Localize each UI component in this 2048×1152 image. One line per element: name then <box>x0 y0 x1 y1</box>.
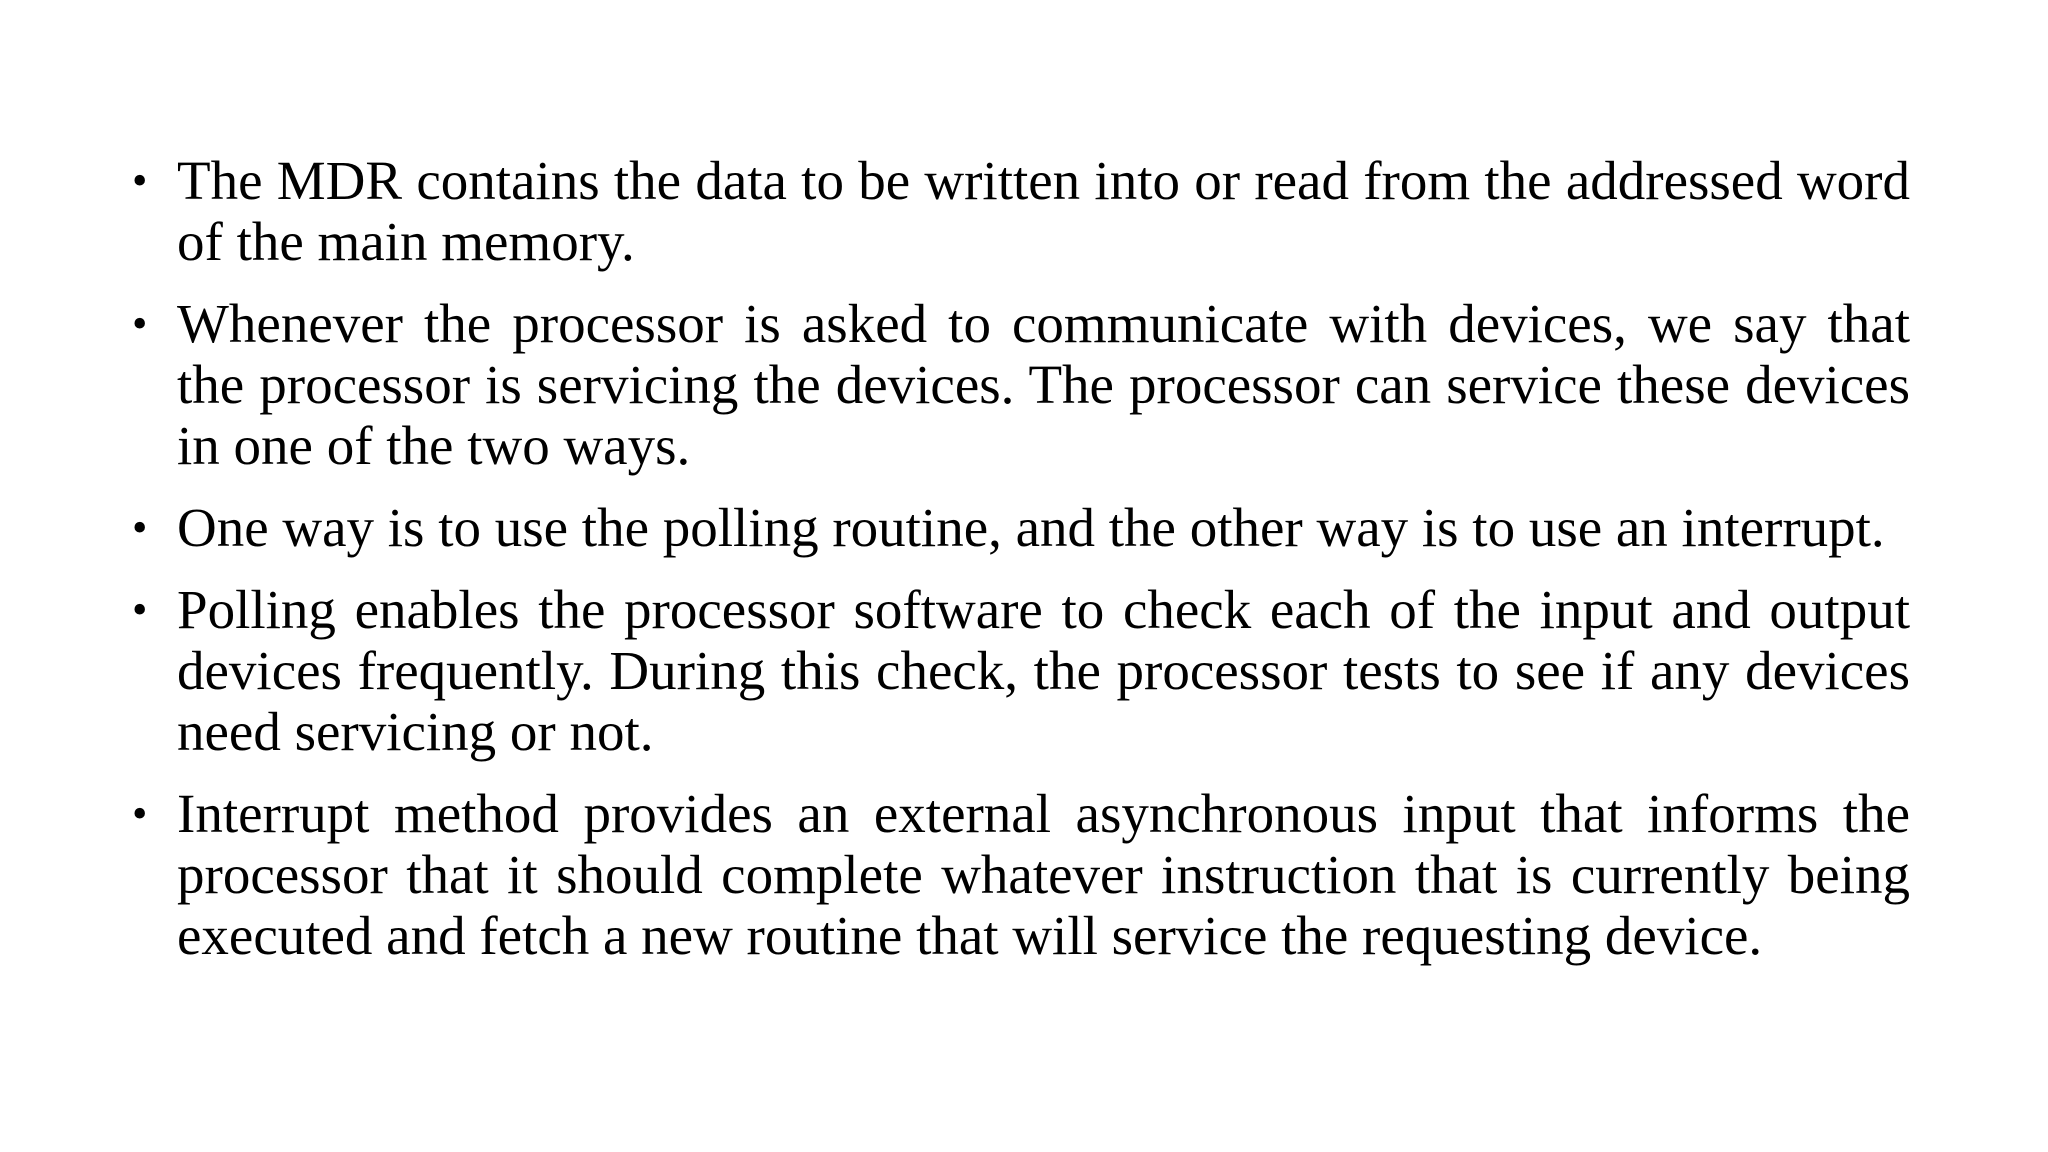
bullet-text: Polling enables the processor software to check each of the input and output devices frequently. During this check, the processor tests to see if any devices need servicing or not. <box>177 579 1910 762</box>
bullet-dot-icon: • <box>132 156 148 205</box>
bullet-dot-icon: • <box>132 299 148 348</box>
bullet-text: Interrupt method provides an external asynchronous input that informs the processor that it should complete whatever instruction that is currently being executed and fetch a new routine that will service the requesting device. <box>177 783 1910 966</box>
bullet-item-servicing <box>132 293 1910 476</box>
bullet-text: The MDR contains the data to be written into or read from the addressed word of the main memory. <box>177 150 1910 272</box>
bullet-item-mdr <box>132 150 1910 272</box>
bullet-dot-icon: • <box>132 503 148 552</box>
bullet-item-interrupt <box>132 783 1910 966</box>
bullet-text: One way is to use the polling routine, and the other way is to use an interrupt. <box>177 497 1885 558</box>
bullet-dot-icon: • <box>132 585 148 634</box>
bullet-dot-icon: • <box>132 789 148 838</box>
bullet-list <box>132 150 1910 987</box>
bullet-item-polling <box>132 579 1910 762</box>
bullet-item-two-ways <box>132 497 1910 558</box>
bullet-text: Whenever the processor is asked to communicate with devices, we say that the processor is servicing the devices. The processor can service these devices in one of the two ways. <box>177 293 1910 476</box>
